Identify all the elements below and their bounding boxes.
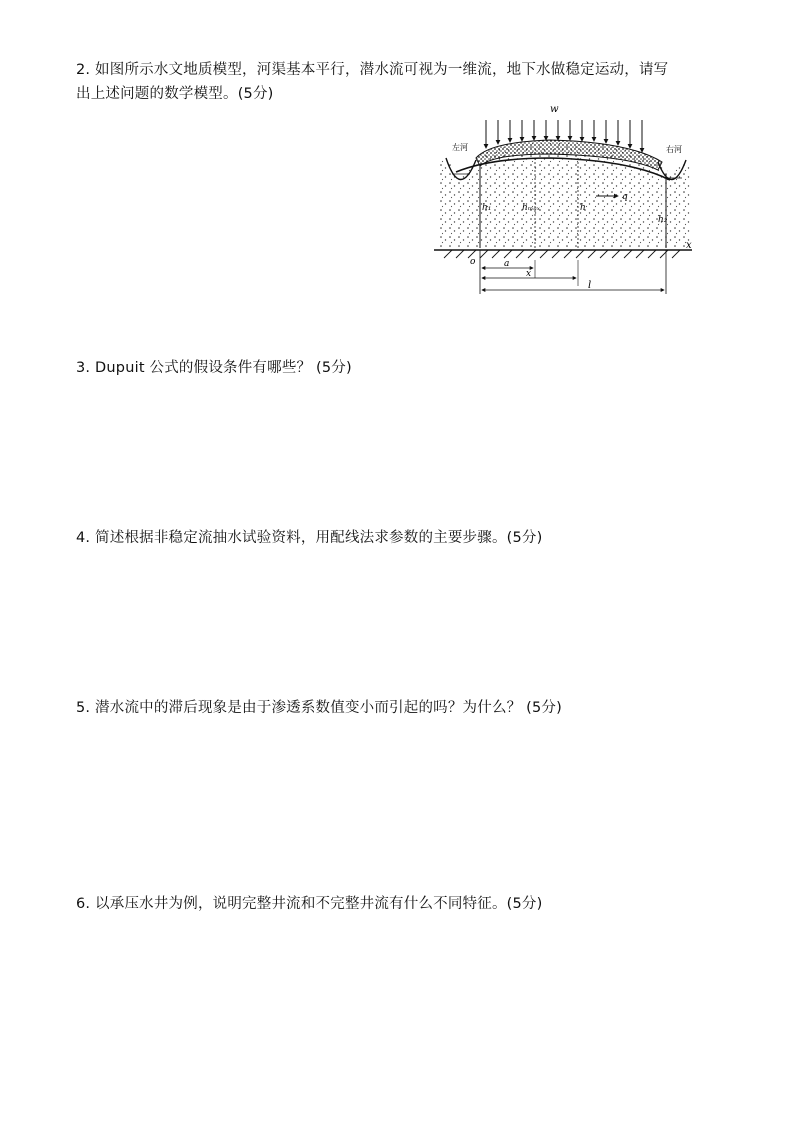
label-w: w <box>550 104 559 115</box>
hydrogeology-diagram <box>430 100 698 300</box>
label-left-river: 左河 <box>452 143 468 152</box>
label-l: l <box>588 280 592 291</box>
label-h1: h₁ <box>482 203 492 213</box>
hydrogeology-figure <box>430 100 698 300</box>
question-3: 3. Dupuit 公式的假设条件有哪些？ (5分) <box>76 360 352 376</box>
label-hmax: hₘₐₓ <box>522 203 540 213</box>
question-2 <box>76 58 736 106</box>
label-q: q <box>622 192 628 202</box>
impermeable-base <box>444 250 680 258</box>
label-a: a <box>504 259 510 269</box>
label-x-dimension: x <box>526 269 532 279</box>
label-h2: h₂ <box>658 215 668 225</box>
question-4: 4. 简述根据非稳定流抽水试验资料，用配线法求参数的主要步骤。(5分) <box>76 530 543 546</box>
question-2-line-1: 2. 如图所示水文地质模型，河渠基本平行，潜水流可视为一维流，地下水做稳定运动，请写 <box>76 62 669 78</box>
label-origin: o <box>470 257 476 267</box>
label-h: h <box>580 203 586 213</box>
question-2-line-2: 出上述问题的数学模型。(5分) <box>76 86 274 102</box>
label-x-axis: x <box>686 240 692 251</box>
question-5: 5. 潜水流中的滞后现象是由于渗透系数值变小而引起的吗？为什么？ (5分) <box>76 700 562 716</box>
label-right-river: 右河 <box>666 145 682 154</box>
question-6: 6. 以承压水井为例，说明完整井流和不完整井流有什么不同特征。(5分) <box>76 896 543 912</box>
